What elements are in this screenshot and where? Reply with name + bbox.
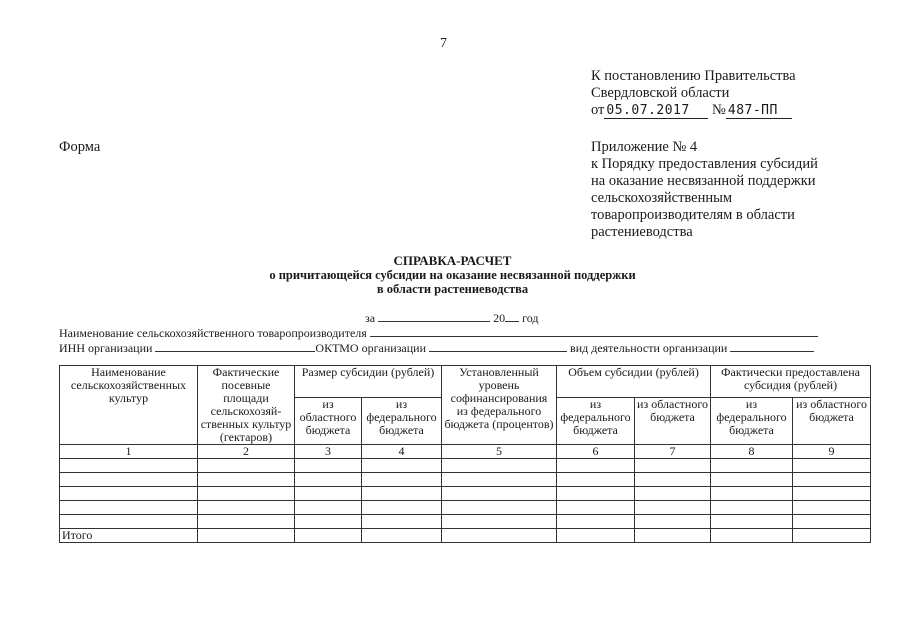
table-row bbox=[60, 473, 871, 487]
table-cell[interactable] bbox=[295, 487, 362, 501]
table-cell[interactable] bbox=[635, 515, 711, 529]
header-cofinancing-level: Установленный уровень софинансирования из федерального бюджета (процентов) bbox=[442, 366, 557, 445]
table-cell[interactable] bbox=[635, 459, 711, 473]
table-cell[interactable] bbox=[60, 501, 198, 515]
page-number: 7 bbox=[440, 36, 447, 51]
table-cell[interactable] bbox=[198, 487, 295, 501]
decree-date-prefix: от bbox=[591, 102, 605, 118]
column-number: 6 bbox=[557, 445, 635, 459]
period-blank bbox=[378, 310, 490, 322]
table-cell[interactable] bbox=[60, 459, 198, 473]
oktmo-blank bbox=[429, 340, 567, 352]
title-line-2: о причитающейся субсидии на оказание несвязанной поддержки bbox=[269, 268, 636, 282]
table-cell[interactable] bbox=[635, 529, 711, 543]
activity-blank bbox=[730, 340, 814, 352]
table-cell[interactable] bbox=[793, 529, 871, 543]
activity-label: вид деятельности организации bbox=[570, 341, 728, 355]
year-blank bbox=[505, 310, 519, 322]
appendix-reference bbox=[591, 139, 818, 241]
table-cell[interactable] bbox=[362, 501, 442, 515]
title-main: СПРАВКА-РАСЧЕТ bbox=[393, 253, 512, 268]
inn-line bbox=[59, 340, 814, 355]
table-cell[interactable] bbox=[198, 459, 295, 473]
column-number: 2 bbox=[198, 445, 295, 459]
header-subsidy-volume: Объем субсидии (рублей) bbox=[557, 366, 711, 398]
table-row bbox=[60, 459, 871, 473]
table-cell[interactable] bbox=[793, 473, 871, 487]
column-number: 4 bbox=[362, 445, 442, 459]
table-cell[interactable] bbox=[198, 529, 295, 543]
header-actual-regional: из областного бюджета bbox=[793, 397, 871, 444]
table-cell[interactable] bbox=[442, 501, 557, 515]
column-number: 1 bbox=[60, 445, 198, 459]
appendix-line-6: растениеводства bbox=[591, 224, 693, 240]
column-number: 8 bbox=[711, 445, 793, 459]
table-cell[interactable] bbox=[793, 487, 871, 501]
header-actual-subsidy: Фактически предоставлена субсидия (рублей) bbox=[711, 366, 871, 398]
table-cell[interactable] bbox=[198, 515, 295, 529]
table-cell[interactable] bbox=[711, 515, 793, 529]
table-cell[interactable] bbox=[442, 473, 557, 487]
period-suffix: год bbox=[522, 311, 539, 325]
column-number: 7 bbox=[635, 445, 711, 459]
appendix-line-5: товаропроизводителям в области bbox=[591, 207, 795, 223]
oktmo-label: ОКТМО организации bbox=[315, 341, 427, 355]
table-cell[interactable] bbox=[60, 473, 198, 487]
decree-line-1: К постановлению Правительства bbox=[591, 68, 796, 84]
inn-blank bbox=[155, 340, 315, 352]
table-cell[interactable] bbox=[442, 529, 557, 543]
header-subsidy-size: Размер субсидии (рублей) bbox=[295, 366, 442, 398]
column-number: 5 bbox=[442, 445, 557, 459]
table-cell[interactable] bbox=[711, 501, 793, 515]
table-cell[interactable] bbox=[295, 459, 362, 473]
decree-number: 487-ПП bbox=[726, 104, 792, 119]
table-cell[interactable] bbox=[295, 473, 362, 487]
header-actual-federal: из федерального бюджета bbox=[711, 397, 793, 444]
document-title bbox=[0, 254, 905, 296]
table-cell[interactable] bbox=[711, 473, 793, 487]
table-cell[interactable] bbox=[557, 487, 635, 501]
producer-label: Наименование сельскохозяйственного товаропроизводителя bbox=[59, 326, 367, 340]
table-cell[interactable] bbox=[60, 515, 198, 529]
table-row bbox=[60, 487, 871, 501]
header-sown-area: Фактические посевные площади сельскохозяй-ственных культур (гектаров) bbox=[198, 366, 295, 445]
table-cell[interactable] bbox=[635, 501, 711, 515]
appendix-line-4: сельскохозяйственным bbox=[591, 190, 733, 206]
table-cell[interactable] bbox=[557, 501, 635, 515]
table-cell[interactable] bbox=[635, 487, 711, 501]
table-cell[interactable] bbox=[635, 473, 711, 487]
table-cell[interactable] bbox=[793, 459, 871, 473]
title-line-3: в области растениеводства bbox=[376, 282, 529, 296]
table-cell[interactable] bbox=[362, 529, 442, 543]
appendix-line-1: Приложение № 4 bbox=[591, 139, 698, 155]
header-volume-regional: из областного бюджета bbox=[635, 397, 711, 444]
table-row bbox=[60, 515, 871, 529]
table-cell[interactable] bbox=[557, 459, 635, 473]
table-cell[interactable] bbox=[60, 487, 198, 501]
header-size-regional: из областного бюджета bbox=[295, 397, 362, 444]
table-cell[interactable] bbox=[711, 529, 793, 543]
table-cell[interactable] bbox=[362, 459, 442, 473]
table-cell[interactable] bbox=[295, 501, 362, 515]
appendix-line-3: на оказание несвязанной поддержки bbox=[591, 173, 816, 189]
header-volume-federal: из федерального бюджета bbox=[557, 397, 635, 444]
decree-date-line bbox=[591, 102, 796, 119]
column-number: 9 bbox=[793, 445, 871, 459]
producer-blank bbox=[370, 325, 818, 337]
header-row-1 bbox=[60, 366, 871, 398]
table-cell[interactable] bbox=[362, 487, 442, 501]
table-cell[interactable] bbox=[295, 529, 362, 543]
decree-number-prefix: № bbox=[712, 102, 726, 118]
table-cell[interactable] bbox=[295, 515, 362, 529]
table-cell[interactable] bbox=[362, 515, 442, 529]
appendix-line-2: к Порядку предоставления субсидий bbox=[591, 156, 818, 172]
table-cell[interactable] bbox=[442, 459, 557, 473]
table-cell[interactable] bbox=[442, 515, 557, 529]
table-cell[interactable] bbox=[793, 515, 871, 529]
header-crop-name: Наименование сельскохозяйственных культур bbox=[60, 366, 198, 445]
table-cell[interactable] bbox=[198, 473, 295, 487]
column-number: 3 bbox=[295, 445, 362, 459]
decree-line-2: Свердловской области bbox=[591, 85, 730, 101]
table-cell[interactable] bbox=[362, 473, 442, 487]
total-row bbox=[60, 529, 871, 543]
calculation-table bbox=[59, 365, 871, 543]
period-prefix: за bbox=[365, 311, 376, 325]
table-cell[interactable] bbox=[557, 529, 635, 543]
producer-line bbox=[59, 325, 818, 340]
table-row bbox=[60, 501, 871, 515]
decree-reference bbox=[591, 68, 796, 119]
inn-label: ИНН организации bbox=[59, 341, 153, 355]
column-number-row bbox=[60, 445, 871, 459]
header-size-federal: из федерального бюджета bbox=[362, 397, 442, 444]
table-cell[interactable] bbox=[793, 501, 871, 515]
table-cell[interactable] bbox=[557, 473, 635, 487]
table-cell[interactable] bbox=[442, 487, 557, 501]
form-label: Форма bbox=[59, 139, 101, 155]
period-year-prefix: 20 bbox=[493, 311, 506, 325]
table-cell[interactable] bbox=[711, 487, 793, 501]
table-cell[interactable] bbox=[557, 515, 635, 529]
total-label: Итого bbox=[60, 529, 198, 543]
table-cell[interactable] bbox=[711, 459, 793, 473]
decree-date: 05.07.2017 bbox=[604, 104, 708, 119]
period-line bbox=[365, 310, 538, 325]
table-cell[interactable] bbox=[198, 501, 295, 515]
